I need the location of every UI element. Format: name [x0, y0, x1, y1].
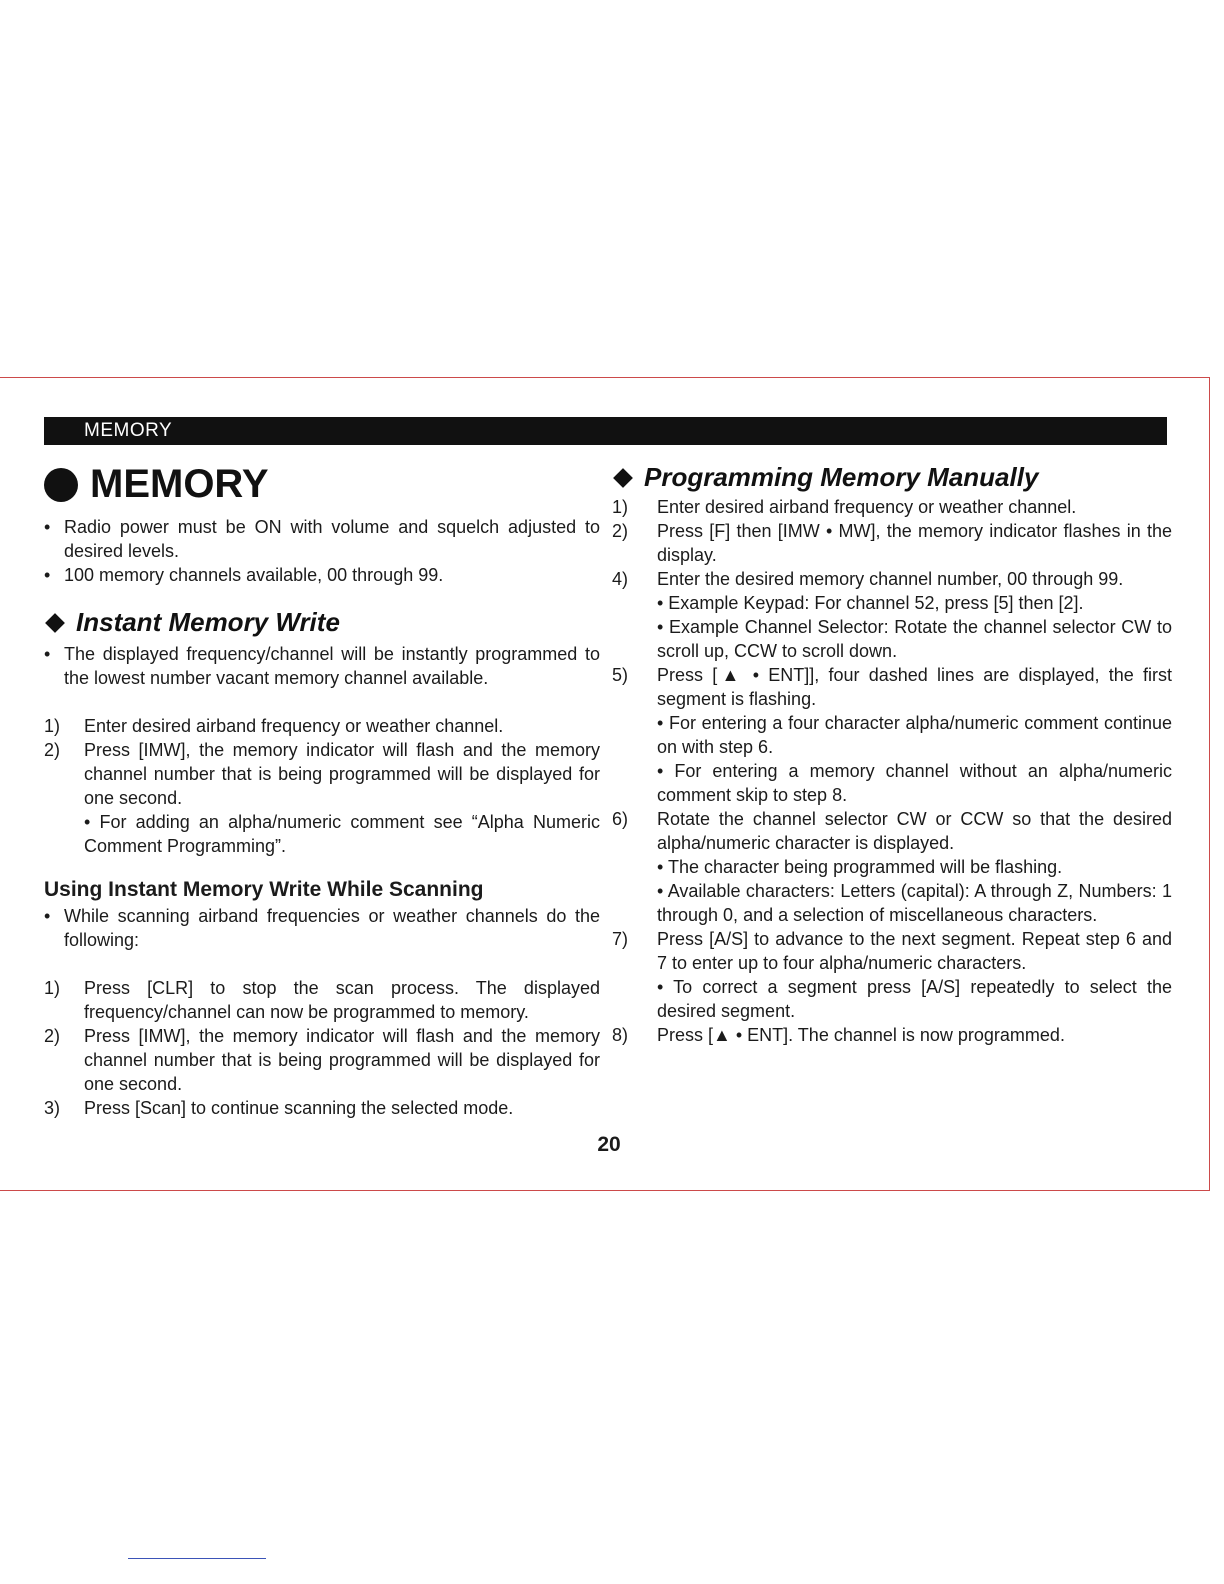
left-column — [44, 458, 600, 1120]
bullet-icon: • — [44, 517, 51, 537]
step-note: • For entering a four character alpha/numeric comment continue on with step 6. — [657, 713, 1172, 757]
instant-memory-write-title: Instant Memory Write — [44, 607, 600, 638]
scanning-subheading: Using Instant Memory Write While Scanning — [44, 878, 484, 901]
instant-write-step: 1) Enter desired airband frequency or weather channel. — [44, 716, 504, 736]
manual-step: 6) Rotate the channel selector CW or CCW so that the desired alpha/numeric character is displayed. • The character being programmed will be flashing. • Available characters: Letters (capital): A through Z, Numbers: 1 through 0, and a selection of miscellaneous characters. — [612, 809, 1172, 925]
footer-rule — [128, 1558, 266, 1559]
section-header-label: MEMORY — [84, 420, 173, 441]
instant-write-step: 2) Press [IMW], the memory indicator will flash and the memory channel number that is being programmed will be displayed for one second. • For adding an alpha/numeric comment see “Alpha Numeric Comment Programming”. — [44, 740, 600, 856]
step-note: • Available characters: Letters (capital): A through Z, Numbers: 1 through 0, and a selection of miscellaneous characters. — [657, 881, 1172, 925]
manual-step: 7) Press [A/S] to advance to the next segment. Repeat step 6 and 7 to enter up to four alpha/numeric characters. • To correct a segment press [A/S] repeatedly to select the desired segment. — [612, 929, 1172, 1021]
step-note: • The character being programmed will be flashing. — [657, 857, 1063, 877]
intro-bullet: • 100 memory channels available, 00 through 99. — [44, 565, 444, 585]
instant-write-bullet: • The displayed frequency/channel will be instantly programmed to the lowest number vacant memory channel available. — [44, 644, 600, 688]
manual-step: 4) Enter the desired memory channel number, 00 through 99. • Example Keypad: For channel 52, press [5] then [2]. • Example Channel Selector: Rotate the channel selector CW to scroll up, CCW to scroll down. — [612, 569, 1172, 661]
section-header-bar — [44, 417, 1167, 445]
page-number: 20 — [597, 1133, 621, 1156]
bullet-icon: • — [44, 565, 51, 585]
manual-step: 8) Press [▲ • ENT]. The channel is now programmed. — [612, 1025, 1065, 1045]
right-column — [612, 458, 1172, 1047]
diamond-icon — [45, 613, 65, 633]
diamond-icon — [613, 468, 633, 488]
manual-step: 2) Press [F] then [IMW • MW], the memory indicator flashes in the display. — [612, 521, 1172, 565]
scanning-step: 1) Press [CLR] to stop the scan process. The displayed frequency/channel can now be programmed to memory. — [44, 978, 600, 1022]
manual-step: 5) Press [▲ • ENT]], four dashed lines are displayed, the first segment is flashing. • For entering a four character alpha/numeric comment continue on with step 6. • For entering a memory channel without an alpha/numeric comment skip to step 8. — [612, 665, 1172, 805]
memory-title — [44, 462, 600, 507]
memory-title-text: MEMORY — [90, 462, 269, 506]
programming-memory-manually-title: Programming Memory Manually — [612, 462, 1172, 493]
step-note: • For adding an alpha/numeric comment see “Alpha Numeric Comment Programming”. — [84, 812, 600, 856]
step-note: • Example Keypad: For channel 52, press [5] then [2]. — [657, 593, 1084, 613]
manual-step: 1) Enter desired airband frequency or weather channel. — [612, 497, 1077, 517]
scanning-bullet: • While scanning airband frequencies or weather channels do the following: — [44, 906, 600, 950]
step-note: • For entering a memory channel without an alpha/numeric comment skip to step 8. — [657, 761, 1172, 805]
bullet-icon: • — [44, 906, 51, 926]
scanning-step: 3) Press [Scan] to continue scanning the selected mode. — [44, 1098, 514, 1118]
step-note: • To correct a segment press [A/S] repeatedly to select the desired segment. — [657, 977, 1172, 1021]
intro-bullet: • Radio power must be ON with volume and squelch adjusted to desired levels. — [44, 517, 600, 561]
bullet-icon: • — [44, 644, 51, 664]
scanning-step: 2) Press [IMW], the memory indicator will flash and the memory channel number that is being programmed will be displayed for one second. — [44, 1026, 600, 1094]
bullet-dot-icon — [44, 468, 78, 502]
step-note: • Example Channel Selector: Rotate the channel selector CW to scroll up, CCW to scroll down. — [657, 617, 1172, 661]
